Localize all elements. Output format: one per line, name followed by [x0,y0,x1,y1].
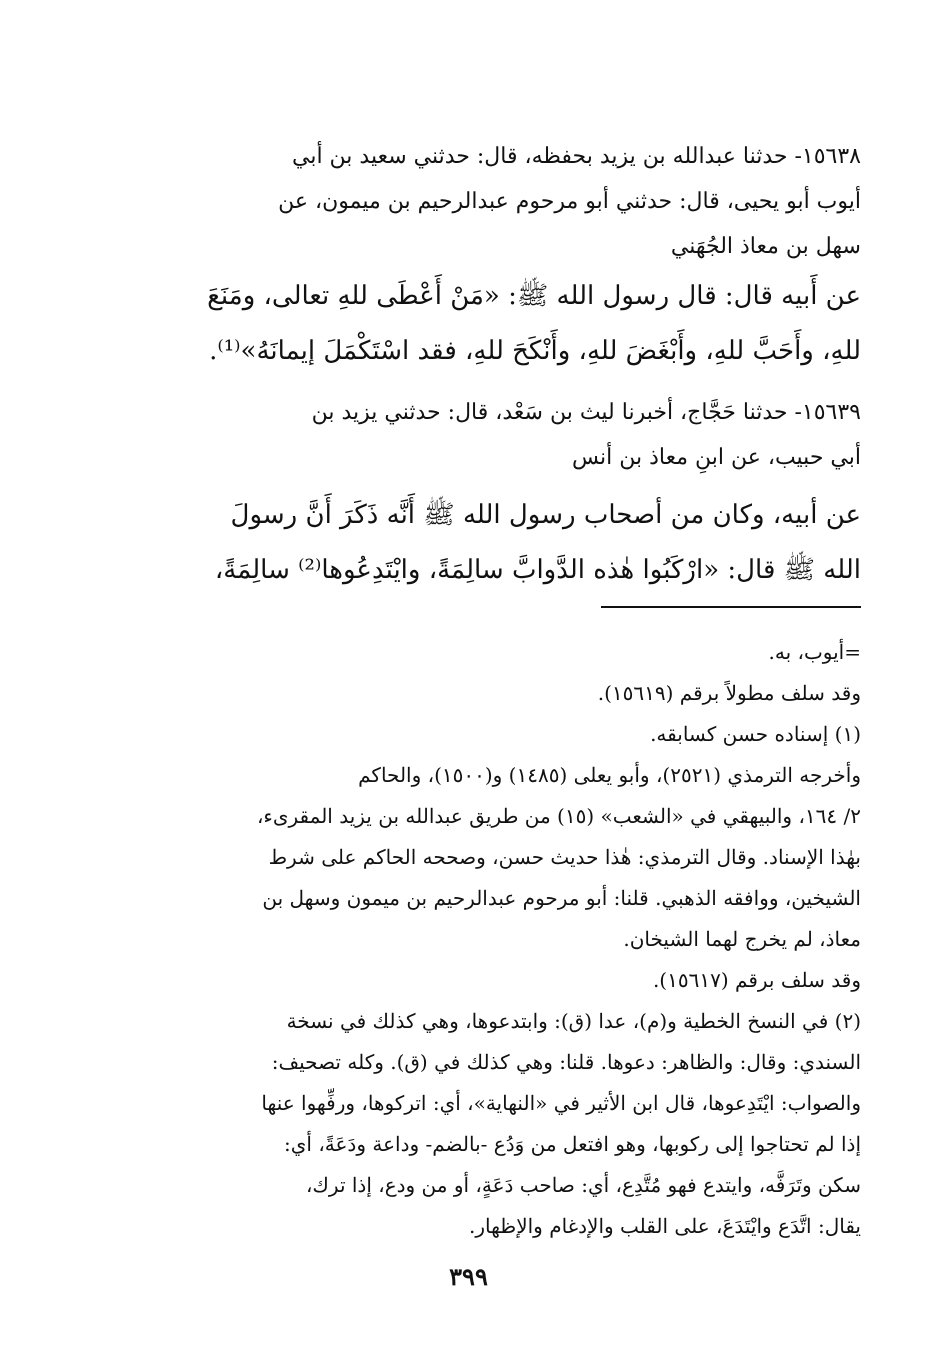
text-line: عن أَبيه قال: قال رسول الله ﷺ: «مَنْ أَعْطَى للهِ تعالى، ومَنَعَ [207,281,861,311]
text-line: سهل بن معاذ الجُهَني [670,234,861,259]
footnote-line: =أيوب، به. [768,640,861,664]
text-line: أيوب أبو يحيى، قال: حدثني أبو مرحوم عبدالرحيم بن ميمون، عن [278,189,861,214]
footnote-line: (١) إسناده حسن كسابقه. [650,722,861,746]
footnote-line: السندي: وقال: والظاهر: دعوها. قلنا: وهي كذلك في (ق). وكله تصحيف: [271,1050,861,1074]
text-line: أبي حبيب، عن ابنِ معاذ بن أنس [571,445,861,470]
footnote-line: سكن وتَرَفَّه، وايتدع فهو مُتَّدِع، أي: صاحب دَعَةٍ، أو من ودع، إذا ترك، [305,1173,861,1197]
footnote-line: وقد سلف برقم (١٥٦١٧). [652,968,861,992]
text-line: ١٥٦٣٩- حدثنا حَجَّاج، أخبرنا ليث بن سَعْد، قال: حدثني يزيد بن [311,400,861,425]
hadith-15639-matn [161,488,861,598]
footnote-line: ٢/ ١٦٤، والبيهقي في «الشعب» (١٥) من طريق عبدالله بن يزيد المقرىء، [256,804,861,828]
footnote-separator [601,606,861,608]
hadith-15639-isnad [161,390,861,480]
text-line: للهِ، وأَحَبَّ للهِ، وأَبْغَضَ للهِ، وأَنْكَحَ للهِ، فقد اسْتَكْمَلَ إيمانَهُ»⁽¹⁾. [209,336,861,366]
footnote-line: والصواب: ايْتَدِعوها، قال ابن الأثير في «النهاية»، أي: اتركوها، ورفِّهوا عنها [261,1091,861,1115]
hadith-15638-isnad [161,134,861,269]
footnote-line: إذا لم تحتاجوا إلى ركوبها، وهو افتعل من وَدُع -بالضم- وداعة ودَعَةً، أي: [284,1132,861,1156]
hadith-15638-matn [161,269,861,379]
text-line: الله ﷺ قال: «ارْكَبُوا هٰذه الدَّوابَّ سالِمَةً، وايْتَدِعُوها⁽²⁾ سالِمَةً، [214,555,861,585]
footnote-line: (٢) في النسخ الخطية و(م)، عدا (ق): وابتدعوها، وهي كذلك في نسخة [286,1009,861,1033]
footnote-line: الشيخين، ووافقه الذهبي. قلنا: أبو مرحوم عبدالرحيم بن ميمون وسهل بن [262,886,861,910]
footnote-line: بهٰذا الإسناد. وقال الترمذي: هٰذا حديث حسن، وصححه الحاكم على شرط [268,845,861,869]
footnote-line: معاذ، لم يخرج لهما الشيخان. [623,927,861,951]
footnote-line: يقال: اتَّدَع وايْتَدَعَ، على القلب والإدغام والإظهار. [468,1214,861,1238]
footnotes [161,632,861,1247]
text-line: عن أبيه، وكان من أصحاب رسول الله ﷺ أَنَّه ذَكَرَ أَنَّ رسولَ [230,500,861,530]
footnote-line: وأخرجه الترمذي (٢٥٢١)، وأبو يعلى (١٤٨٥) و(١٥٠٠)، والحاكم [358,763,861,787]
page-number: ٣٩٩ [449,1262,488,1291]
text-line: ١٥٦٣٨- حدثنا عبدالله بن يزيد بحفظه، قال: حدثني سعيد بن أبي [291,144,861,169]
footnote-line: وقد سلف مطولاً برقم (١٥٦١٩). [597,681,861,705]
